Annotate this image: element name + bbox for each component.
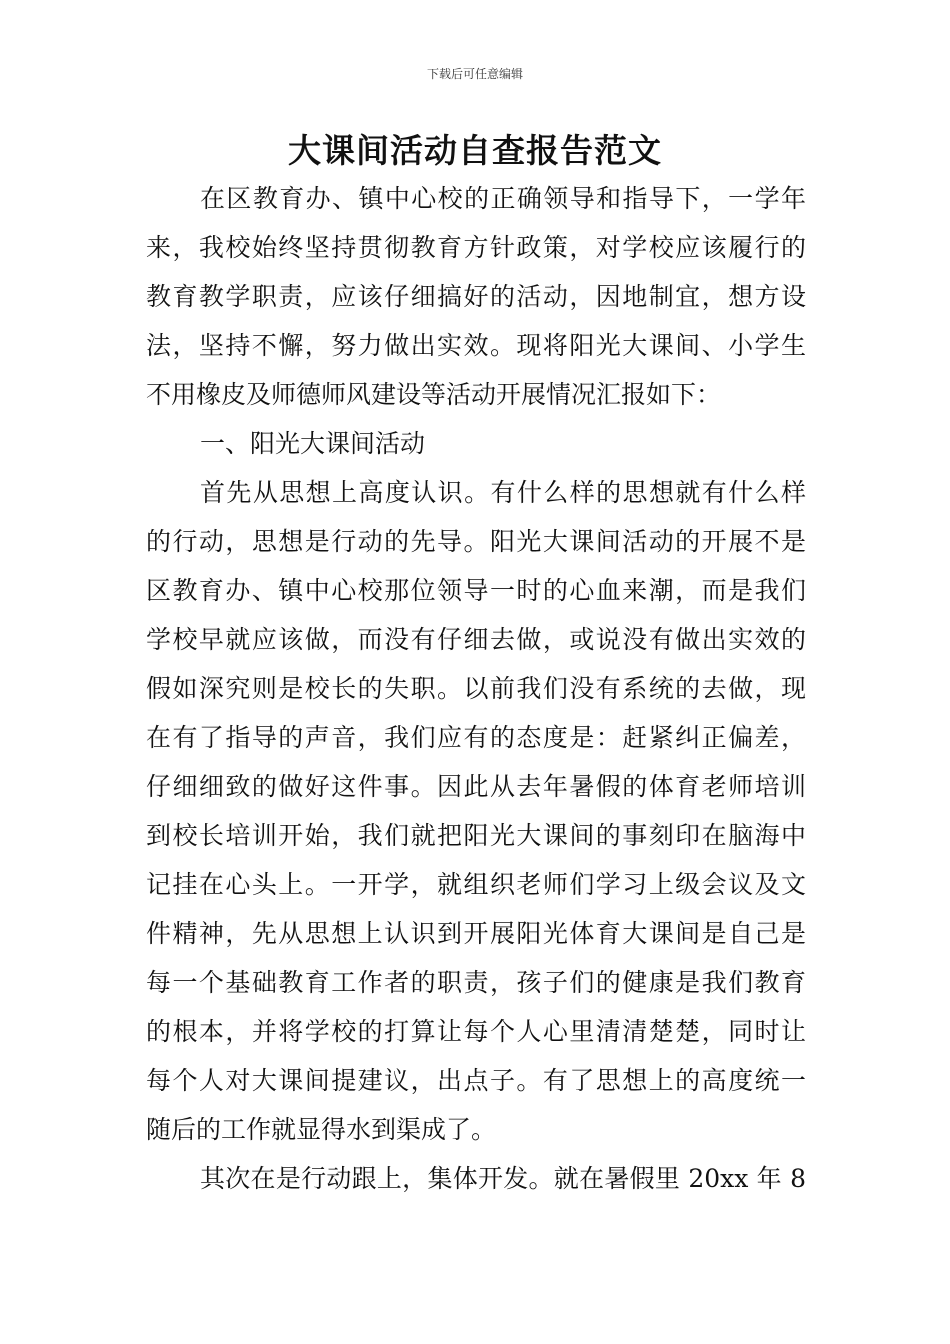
- text-line: 在区教育办、镇中心校的正确领导和指导下，一学年: [200, 184, 806, 213]
- text-line: 区教育办、镇中心校那位领导一时的心血来潮，而是我们: [146, 576, 806, 605]
- text-line: 到校长培训开始，我们就把阳光大课间的事刻印在脑海中: [146, 821, 806, 850]
- text-line: 的行动，思想是行动的先导。阳光大课间活动的开展不是: [146, 527, 806, 556]
- text-line: 学校早就应该做，而没有仔细去做，或说没有做出实效的: [146, 625, 806, 654]
- text-line: 教育教学职责，应该仔细搞好的活动，因地制宜，想方设: [146, 282, 806, 311]
- text-line: 记挂在心头上。一开学，就组织老师们学习上级会议及文: [146, 870, 806, 899]
- document-title: 大课间活动自查报告范文: [288, 131, 662, 170]
- text-line: 不用橡皮及师德师风建设等活动开展情况汇报如下：: [146, 380, 722, 409]
- text-line: 其次在是行动跟上，集体开发。就在暑假里 20xx 年 8: [200, 1164, 806, 1193]
- section-heading: 一、阳光大课间活动: [200, 429, 426, 458]
- text-line: 假如深究则是校长的失职。以前我们没有系统的去做，现: [146, 674, 806, 703]
- text-line: 来，我校始终坚持贯彻教育方针政策，对学校应该履行的: [146, 233, 806, 262]
- document-body: [146, 174, 806, 1203]
- text-line: 法，坚持不懈，努力做出实效。现将阳光大课间、小学生: [146, 331, 806, 360]
- text-line: 在有了指导的声音，我们应有的态度是：赶紧纠正偏差，: [146, 723, 806, 752]
- text-line: 的根本，并将学校的打算让每个人心里清清楚楚，同时让: [146, 1017, 806, 1046]
- header-note: 下载后可任意编辑: [426, 67, 523, 81]
- text-line: 首先从思想上高度认识。有什么样的思想就有什么样: [200, 478, 806, 507]
- text-line: 件精神，先从思想上认识到开展阳光体育大课间是自己是: [146, 919, 806, 948]
- text-line: 随后的工作就显得水到渠成了。: [146, 1115, 497, 1144]
- text-line: 每一个基础教育工作者的职责，孩子们的健康是我们教育: [146, 968, 806, 997]
- text-line: 每个人对大课间提建议，出点子。有了思想上的高度统一: [146, 1066, 806, 1095]
- text-line: 仔细细致的做好这件事。因此从去年暑假的体育老师培训: [146, 772, 806, 801]
